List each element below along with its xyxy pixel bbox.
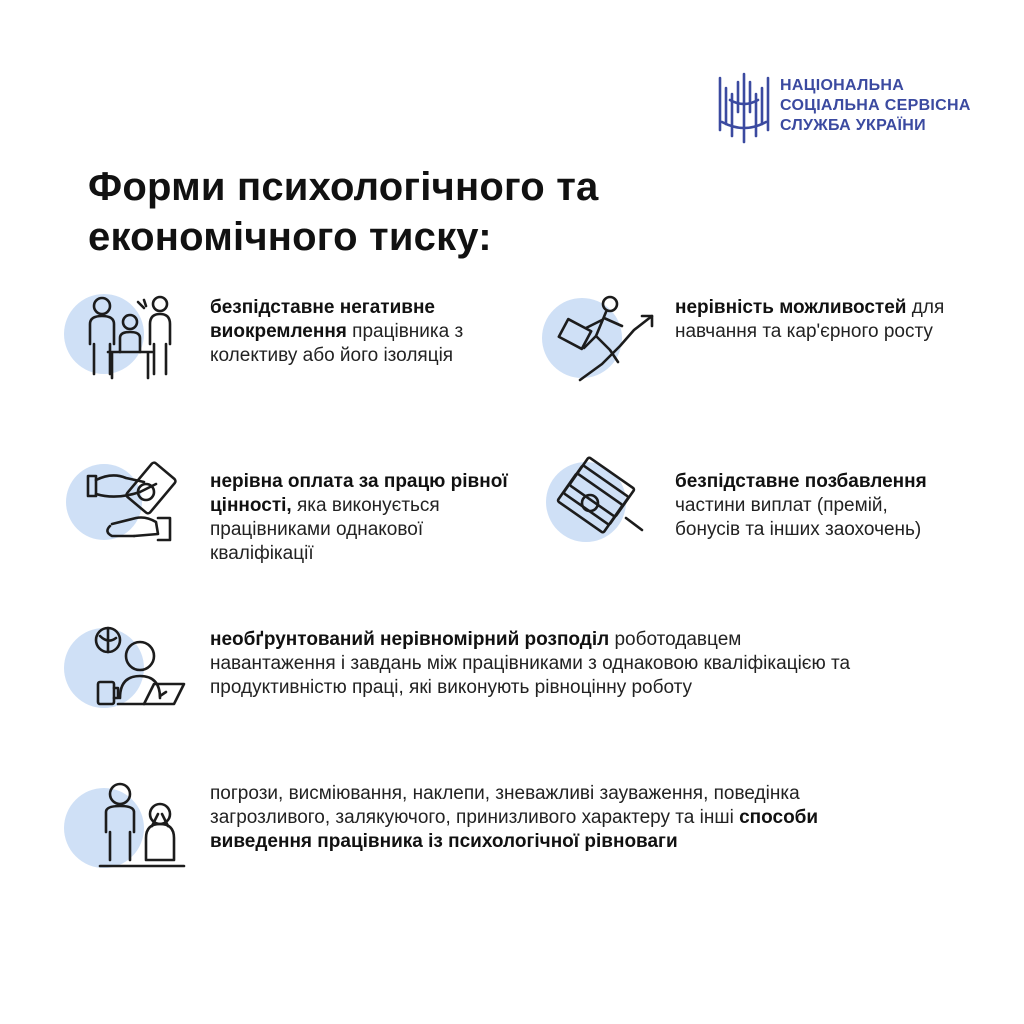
item-psychological-pressure-rest: погрози, висміювання, наклепи, зневажливі зауваження, поведінка загрозливого, залякуючого, принизливого характеру та інші [210,783,800,828]
title-line-2: економічного тиску: [88,215,492,259]
item-career-text [675,296,955,344]
item-workload-rest: роботодавцем навантаження і завдань між працівниками з однаковою кваліфікацією та продуктивністю праці, які виконують рівноцінну роботу [210,629,851,698]
logo [716,72,996,144]
title-line-1: Форми психологічного та [88,165,599,209]
item-unequal-pay-rest: яка виконується працівниками однакової кваліфікації [210,495,440,564]
nsss-logo-icon [716,72,772,144]
item-career-rest: для навчання та кар'єрного росту [675,297,945,342]
item-deprivation-text [675,470,955,542]
logo-line-3: СЛУЖБА УКРАЇНИ [780,117,926,134]
item-isolation-text [210,296,510,368]
item-unequal-pay-bold: нерівна оплата за працю рівної цінності, [210,471,508,516]
logo-text [780,76,971,136]
item-workload-text [210,628,870,700]
item-unequal-pay-text [210,470,530,566]
career-climb-icon [530,290,660,390]
item-deprivation-rest: частини виплат (премій, бонусів та інших заохочень) [675,495,922,540]
isolated-worker-icon [60,290,190,390]
item-isolation-rest: працівника з колективу або його ізоляція [210,321,464,366]
item-workload-bold: необґрунтований нерівномірний розподіл [210,629,610,650]
page-title [88,162,598,262]
logo-line-2: СОЦІАЛЬНА СЕРВІСНА [780,97,971,114]
item-psychological-pressure-text [210,782,830,854]
item-deprivation-bold: безпідставне позбавлення [675,471,927,492]
banknotes-icon [530,456,660,556]
item-isolation-bold: безпідставне негативне виокремлення [210,297,435,342]
item-psychological-pressure-bold: способи виведення працівника із психологічної рівноваги [210,807,819,852]
hand-payment-icon [60,456,190,556]
item-career-bold: нерівність можливостей [675,297,907,318]
remote-worker-icon [60,620,190,720]
distressed-worker-icon [60,776,190,876]
logo-line-1: НАЦІОНАЛЬНА [780,77,905,94]
